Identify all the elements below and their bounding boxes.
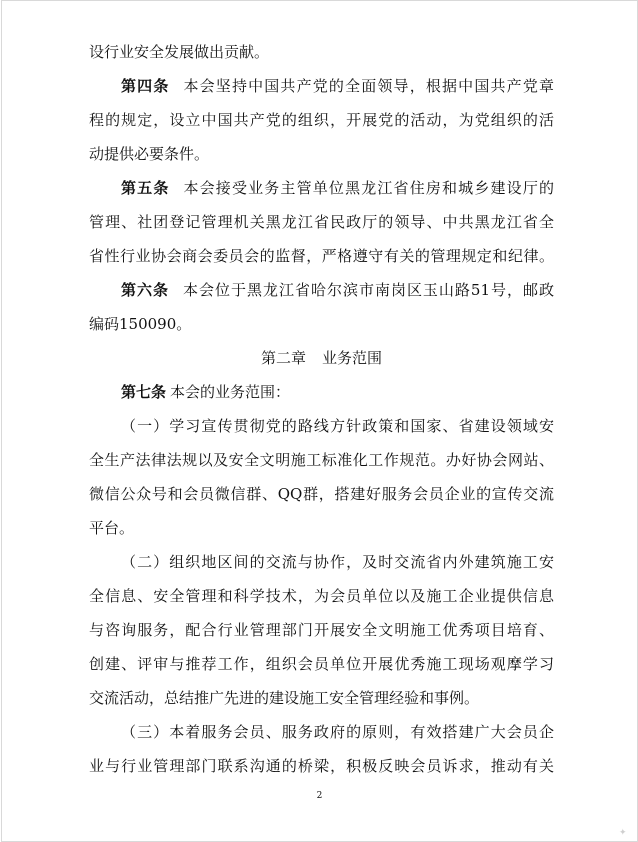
line-text: （二）组织地区间的交流与协作，及时交流省内外建筑施工安 [121,553,554,571]
item-2-line-1 [89,545,554,579]
document-body [89,35,554,783]
document-page [1,0,638,842]
article-number: 第四条 [121,77,170,95]
line-text: 全生产法律法规以及安全文明施工标准化工作规范。办好协会网站、 [89,451,554,469]
line-text: （三）本着服务会员、服务政府的原则，有效搭建广大会员企 [121,723,554,741]
article-4-line-1 [89,69,554,103]
corner-watermark-icon: ✦ [619,828,627,838]
line-text: 省性行业协会商会委员会的监督，严格遵守有关的管理规定和纪律。 [89,247,554,265]
item-2-line-5 [89,681,554,715]
chapter-title: 业务范围 [322,349,383,367]
item-3-line-1 [89,715,554,749]
item-1-line-3 [89,477,554,511]
article-6-line-1 [89,273,554,307]
article-number: 第六条 [121,281,169,299]
line-text: 与咨询服务，配合行业管理部门开展安全文明施工优秀项目培育、 [89,621,554,639]
item-1-line-4 [89,511,554,545]
item-2-line-2 [89,579,554,613]
article-5-line-3 [89,239,554,273]
line-text: 本会的业务范围： [170,383,291,401]
article-7-line-1 [89,375,554,409]
line-text: 管理、社团登记管理机关黑龙江省民政厅的领导、中共黑龙江省全 [89,213,554,231]
item-2-line-4 [89,647,554,681]
text-line [89,35,554,69]
line-text: 动提供必要条件。 [89,145,210,163]
article-4-line-2 [89,103,554,137]
line-text: 本会坚持中国共产党的全面领导，根据中国共产党章 [183,77,554,95]
article-5-line-2 [89,205,554,239]
line-text: 程的规定，设立中国共产党的组织，开展党的活动，为党组织的活 [89,111,554,129]
line-text: 本会位于黑龙江省哈尔滨市南岗区玉山路51号，邮政 [183,281,554,299]
article-5-line-1 [89,171,554,205]
line-text: 微信公众号和会员微信群、QQ群，搭建好服务会员企业的宣传交流 [89,485,554,503]
article-number: 第七条 [121,383,167,401]
line-text: 业与行业管理部门联系沟通的桥梁，积极反映会员诉求，推动有关 [89,757,554,775]
item-1-line-2 [89,443,554,477]
item-1-line-1 [89,409,554,443]
item-2-line-3 [89,613,554,647]
page-number: 2 [316,791,323,801]
article-6-line-2 [89,307,554,341]
line-text: 平台。 [89,519,135,537]
chapter-heading [89,341,554,375]
item-3-line-2 [89,749,554,783]
article-4-line-3 [89,137,554,171]
line-text: 设行业安全发展做出贡献。 [89,43,270,61]
line-text: 编码150090。 [89,315,192,333]
line-text: （一）学习宣传贯彻党的路线方针政策和国家、省建设领域安 [121,417,554,435]
line-text: 全信息、安全管理和科学技术，为会员单位以及施工企业提供信息 [89,587,554,605]
line-text: 交流活动，总结推广先进的建设施工安全管理经验和事例。 [89,689,480,707]
article-number: 第五条 [121,179,170,197]
chapter-number: 第二章 [260,349,306,367]
line-text: 创建、评审与推荐工作，组织会员单位开展优秀施工现场观摩学习 [89,655,554,673]
line-text: 本会接受业务主管单位黑龙江省住房和城乡建设厅的 [183,179,554,197]
